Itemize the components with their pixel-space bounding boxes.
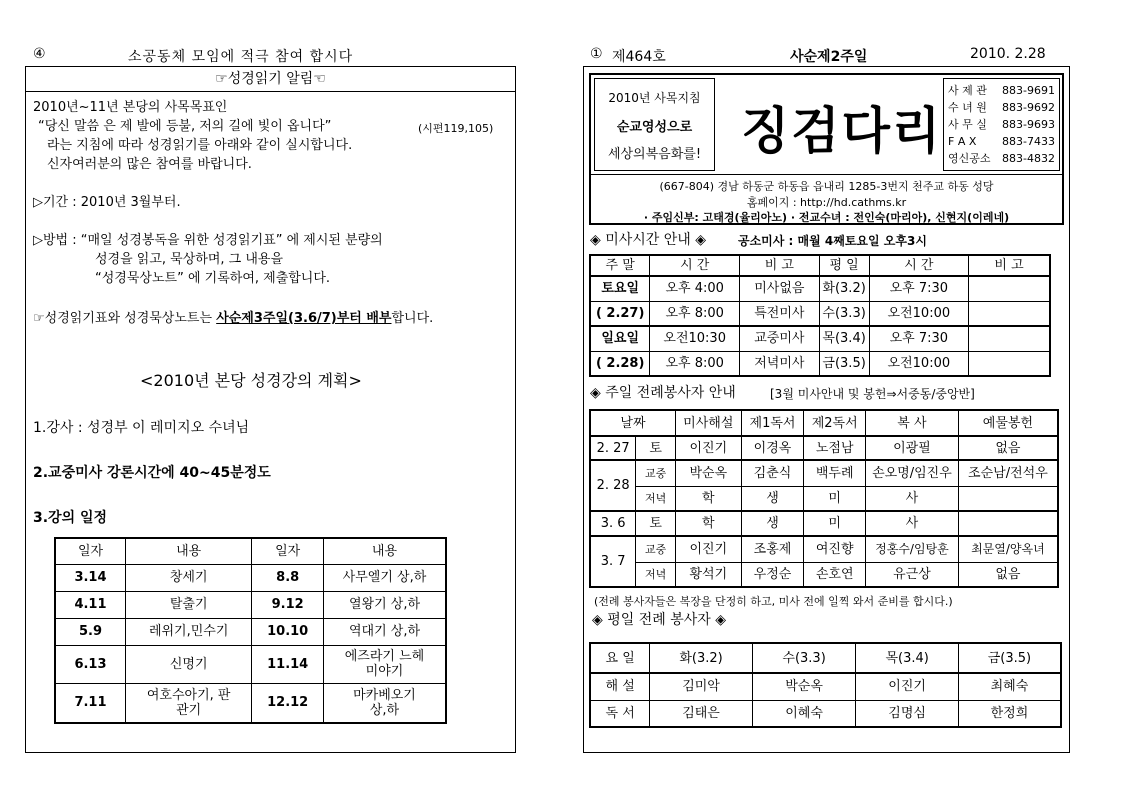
distribution-suffix: 합니다. bbox=[391, 311, 434, 326]
server-cell: 사 bbox=[866, 511, 959, 536]
schedule-header-cell: 내용 bbox=[126, 538, 252, 564]
weekday-header-row bbox=[590, 643, 1061, 673]
mass-header-cell: 비 고 bbox=[969, 255, 1050, 276]
server-guide-title: ◈ 주일 전례봉사자 안내 bbox=[590, 385, 736, 401]
mission-mass-note: 공소미사 : 매월 4째토요일 오후3시 bbox=[738, 234, 927, 248]
server-row bbox=[590, 562, 1058, 587]
homepage-url[interactable]: 홈페이지 : http://hd.cathms.kr bbox=[746, 196, 907, 209]
mass-weekday: 수(3.3) bbox=[819, 301, 869, 326]
schedule-content: 탈출기 bbox=[126, 591, 252, 618]
mass-note: 저녁미사 bbox=[740, 351, 820, 376]
server-day: 토 bbox=[636, 436, 676, 460]
server-mass-type: 교중 bbox=[636, 460, 676, 486]
server-header-cell: 예물봉헌 bbox=[958, 410, 1058, 436]
server-row bbox=[590, 436, 1058, 460]
server-cell: 백두례 bbox=[804, 460, 866, 486]
server-cell: 미 bbox=[804, 486, 866, 511]
intro-line-4: 신자여러분의 많은 참여를 바랍니다. bbox=[47, 157, 252, 172]
mass-note bbox=[969, 351, 1050, 376]
distribution-note bbox=[33, 311, 433, 327]
mass-header-cell: 시 간 bbox=[869, 255, 969, 276]
intro-line-2: “당신 말씀 은 제 발에 등불, 저의 길에 빛이 옵니다” bbox=[38, 119, 332, 134]
schedule-row bbox=[55, 618, 446, 645]
issue-date: 2010. 2.28 bbox=[970, 46, 1046, 62]
schedule-content: 역대기 상,하 bbox=[323, 618, 446, 645]
server-header-cell: 날짜 bbox=[590, 410, 675, 436]
schedule-date: 7.11 bbox=[55, 683, 126, 723]
contact-line: 사 무 실 883-9693 bbox=[948, 118, 1055, 131]
schedule-date: 11.14 bbox=[252, 645, 324, 683]
server-cell: 미 bbox=[804, 511, 866, 536]
weekday-header-cell: 요 일 bbox=[590, 643, 650, 673]
left-page-number: ④ bbox=[33, 46, 46, 62]
weekday-header-cell: 목(3.4) bbox=[856, 643, 959, 673]
weekday-row bbox=[590, 673, 1061, 700]
server-cell: 이경옥 bbox=[741, 436, 804, 460]
lecturer-line: 1.강사 : 성경부 이 레미지오 수녀님 bbox=[33, 420, 250, 436]
server-cell: 조순남/전석우 bbox=[958, 460, 1058, 486]
weekday-header-cell: 금(3.5) bbox=[958, 643, 1061, 673]
server-cell: 여진향 bbox=[804, 536, 866, 562]
mass-time: 오후 7:30 bbox=[869, 276, 969, 301]
method-line-3: “성경묵상노트” 에 기록하여, 제출합니다. bbox=[95, 271, 331, 286]
mass-times-table bbox=[589, 254, 1051, 377]
weekday-header-cell: 수(3.3) bbox=[752, 643, 856, 673]
lecture-schedule-heading: 3.강의 일정 bbox=[33, 510, 108, 526]
issue-number: 제464호 bbox=[612, 49, 666, 65]
server-day: 토 bbox=[636, 511, 676, 536]
mass-time: 오후 8:00 bbox=[650, 351, 740, 376]
mass-note bbox=[969, 301, 1050, 326]
mass-time: 오후 8:00 bbox=[650, 301, 740, 326]
sunday-servers-table bbox=[589, 409, 1059, 588]
weekday-cell: 이혜숙 bbox=[752, 700, 856, 727]
schedule-row bbox=[55, 564, 446, 591]
server-cell bbox=[958, 511, 1058, 536]
weekday-role: 독 서 bbox=[590, 700, 650, 727]
server-date: 3. 6 bbox=[590, 511, 636, 536]
server-cell: 없음 bbox=[958, 562, 1058, 587]
pastoral-guideline-box bbox=[594, 78, 715, 171]
schedule-date: 6.13 bbox=[55, 645, 126, 683]
weekday-cell: 김태은 bbox=[650, 700, 753, 727]
schedule-date: 3.14 bbox=[55, 564, 126, 591]
reading-notice-title: ☞성경읽기 알림☜ bbox=[26, 67, 515, 92]
mass-time: 오전10:00 bbox=[869, 351, 969, 376]
masthead bbox=[589, 73, 1064, 225]
parish-staff: · 주임신부: 고태경(율리아노) · 전교수녀 : 전인숙(마리아), 신현지(이레네) bbox=[643, 211, 1010, 224]
server-cell: 노점남 bbox=[804, 436, 866, 460]
mass-row bbox=[590, 351, 1050, 376]
server-header-cell: 복 사 bbox=[866, 410, 959, 436]
server-cell: 김춘식 bbox=[741, 460, 804, 486]
lecture-time-line: 2.교중미사 강론시간에 40~45분정도 bbox=[33, 465, 271, 481]
server-cell: 사 bbox=[866, 486, 959, 511]
mass-note: 교중미사 bbox=[740, 326, 820, 351]
server-mass-type: 교중 bbox=[636, 536, 676, 562]
weekday-cell: 한정희 bbox=[958, 700, 1061, 727]
server-row bbox=[590, 460, 1058, 486]
mass-time: 오전10:30 bbox=[650, 326, 740, 351]
weekday-role: 해 설 bbox=[590, 673, 650, 700]
server-cell: 유근상 bbox=[866, 562, 959, 587]
schedule-content: 신명기 bbox=[126, 645, 252, 683]
mass-weekday: 화(3.2) bbox=[819, 276, 869, 301]
liturgical-week: 사순제2주일 bbox=[790, 49, 868, 65]
server-mass-type: 저녁 bbox=[636, 486, 676, 511]
pastoral-motto-1: 순교영성으로 bbox=[616, 120, 693, 135]
mass-note: 미사없음 bbox=[740, 276, 820, 301]
server-header-cell: 미사해설 bbox=[675, 410, 741, 436]
mass-time: 오후 4:00 bbox=[650, 276, 740, 301]
parish-address: (667-804) 경남 하동군 하동읍 읍내리 1285-3번지 천주교 하동 성당 bbox=[659, 180, 994, 193]
server-cell: 조홍제 bbox=[741, 536, 804, 562]
weekday-header-cell: 화(3.2) bbox=[650, 643, 753, 673]
mass-weekend-label: ( 2.27) bbox=[590, 301, 650, 326]
contact-line: 수 녀 원 883-9692 bbox=[948, 101, 1055, 114]
mass-row bbox=[590, 276, 1050, 301]
weekday-cell: 최혜숙 bbox=[958, 673, 1061, 700]
server-cell: 없음 bbox=[958, 436, 1058, 460]
server-cell: 이광필 bbox=[866, 436, 959, 460]
bulletin-title-logo: 징검다리 bbox=[741, 101, 943, 160]
server-cell: 이진기 bbox=[675, 536, 741, 562]
schedule-date: 5.9 bbox=[55, 618, 126, 645]
server-header-cell: 제2독서 bbox=[804, 410, 866, 436]
distribution-prefix: ☞성경읽기표와 성경묵상노트는 bbox=[33, 311, 217, 326]
pastoral-motto-2: 세상의복음화를! bbox=[607, 147, 702, 162]
schedule-date: 4.11 bbox=[55, 591, 126, 618]
server-cell: 정홍수/임탕훈 bbox=[866, 536, 959, 562]
reading-period: ▷기간 : 2010년 3월부터. bbox=[33, 195, 181, 210]
left-header-title: 소공동체 모임에 적극 참여 합시다 bbox=[128, 49, 354, 65]
weekday-cell: 박순옥 bbox=[752, 673, 856, 700]
server-date: 3. 7 bbox=[590, 536, 636, 587]
server-cell: 학 bbox=[675, 486, 741, 511]
weekday-cell: 이진기 bbox=[856, 673, 959, 700]
schedule-date: 10.10 bbox=[252, 618, 324, 645]
server-cell: 생 bbox=[741, 511, 804, 536]
schedule-date: 9.12 bbox=[252, 591, 324, 618]
server-header-row bbox=[590, 410, 1058, 436]
server-cell: 손호연 bbox=[804, 562, 866, 587]
method-line-1: ▷방법 : “매일 성경봉독을 위한 성경읽기표” 에 제시된 분량의 bbox=[33, 233, 383, 248]
method-line-2: 성경을 읽고, 묵상하며, 그 내용을 bbox=[95, 252, 284, 267]
mass-header-cell: 평 일 bbox=[819, 255, 869, 276]
contact-line: F A X 883-7433 bbox=[948, 135, 1055, 148]
mass-time: 오전10:00 bbox=[869, 301, 969, 326]
schedule-content: 마카베오기 상,하 bbox=[323, 683, 446, 723]
mass-weekend-label: ( 2.28) bbox=[590, 351, 650, 376]
schedule-header-cell: 일자 bbox=[55, 538, 126, 564]
server-date: 2. 27 bbox=[590, 436, 636, 460]
schedule-content: 레위기,민수기 bbox=[126, 618, 252, 645]
weekday-cell: 김명심 bbox=[856, 700, 959, 727]
mass-weekday: 금(3.5) bbox=[819, 351, 869, 376]
mass-header-cell: 주 말 bbox=[590, 255, 650, 276]
intro-line-1: 2010년~11년 본당의 사목목표인 bbox=[33, 100, 228, 115]
pastoral-label: 2010년 사목지침 bbox=[608, 91, 701, 105]
mass-note bbox=[969, 276, 1050, 301]
right-page-number: ① bbox=[590, 46, 603, 62]
server-cell: 우정순 bbox=[741, 562, 804, 587]
server-dress-note: (전례 봉사자들은 복장을 단정히 하고, 미사 전에 일찍 와서 준비를 합시다.) bbox=[594, 595, 953, 608]
server-cell bbox=[958, 486, 1058, 511]
mass-schedule-title: ◈ 미사시간 안내 ◈ bbox=[590, 232, 707, 248]
distribution-date: 사순제3주일(3.6/7)부터 배부 bbox=[216, 311, 392, 326]
schedule-header-cell: 일자 bbox=[252, 538, 324, 564]
server-cell: 박순옥 bbox=[675, 460, 741, 486]
schedule-content: 에즈라기 느헤미야기 bbox=[323, 645, 446, 683]
schedule-row bbox=[55, 645, 446, 683]
mass-weekday: 목(3.4) bbox=[819, 326, 869, 351]
server-row bbox=[590, 486, 1058, 511]
server-cell: 손오명/임진우 bbox=[866, 460, 959, 486]
schedule-date: 12.12 bbox=[252, 683, 324, 723]
server-row bbox=[590, 536, 1058, 562]
intro-line-3: 라는 지침에 따라 성경읽기를 아래와 같이 실시합니다. bbox=[47, 138, 353, 153]
mass-header-cell: 시 간 bbox=[650, 255, 740, 276]
mass-header-cell: 비 고 bbox=[740, 255, 820, 276]
mass-row bbox=[590, 301, 1050, 326]
lecture-schedule-table bbox=[54, 537, 447, 724]
intro-line-2-ref: (시편119,105) bbox=[418, 122, 494, 135]
schedule-header-row bbox=[55, 538, 446, 564]
schedule-content: 열왕기 상,하 bbox=[323, 591, 446, 618]
schedule-row bbox=[55, 683, 446, 723]
server-cell: 생 bbox=[741, 486, 804, 511]
weekday-row bbox=[590, 700, 1061, 727]
mass-weekend-label: 일요일 bbox=[590, 326, 650, 351]
server-cell: 이진기 bbox=[675, 436, 741, 460]
schedule-content: 여호수아기, 판관기 bbox=[126, 683, 252, 723]
lecture-plan-title: <2010년 본당 성경강의 계획> bbox=[140, 371, 362, 390]
schedule-content: 창세기 bbox=[126, 564, 252, 591]
contact-line: 사 제 관 883-9691 bbox=[948, 84, 1055, 97]
mass-note bbox=[969, 326, 1050, 351]
schedule-content: 사무엘기 상,하 bbox=[323, 564, 446, 591]
mass-note: 특전미사 bbox=[740, 301, 820, 326]
contact-line: 영신공소 883-4832 bbox=[948, 152, 1055, 165]
server-mass-type: 저녁 bbox=[636, 562, 676, 587]
schedule-date: 8.8 bbox=[252, 564, 324, 591]
server-row bbox=[590, 511, 1058, 536]
server-header-cell: 제1독서 bbox=[741, 410, 804, 436]
weekday-servers-table bbox=[589, 642, 1062, 728]
mass-header-row bbox=[590, 255, 1050, 276]
server-cell: 황석기 bbox=[675, 562, 741, 587]
server-date: 2. 28 bbox=[590, 460, 636, 511]
schedule-header-cell: 내용 bbox=[323, 538, 446, 564]
server-guide-note: [3월 미사안내 및 봉헌⇒서중동/중앙반] bbox=[770, 387, 975, 401]
server-cell: 최문열/양옥녀 bbox=[958, 536, 1058, 562]
weekday-cell: 김미악 bbox=[650, 673, 753, 700]
schedule-row bbox=[55, 591, 446, 618]
server-cell: 학 bbox=[675, 511, 741, 536]
weekday-servers-title: ◈ 평일 전례 봉사자 ◈ bbox=[592, 612, 727, 628]
mass-row bbox=[590, 326, 1050, 351]
mass-time: 오후 7:30 bbox=[869, 326, 969, 351]
contact-box bbox=[943, 78, 1060, 171]
mass-weekend-label: 토요일 bbox=[590, 276, 650, 301]
